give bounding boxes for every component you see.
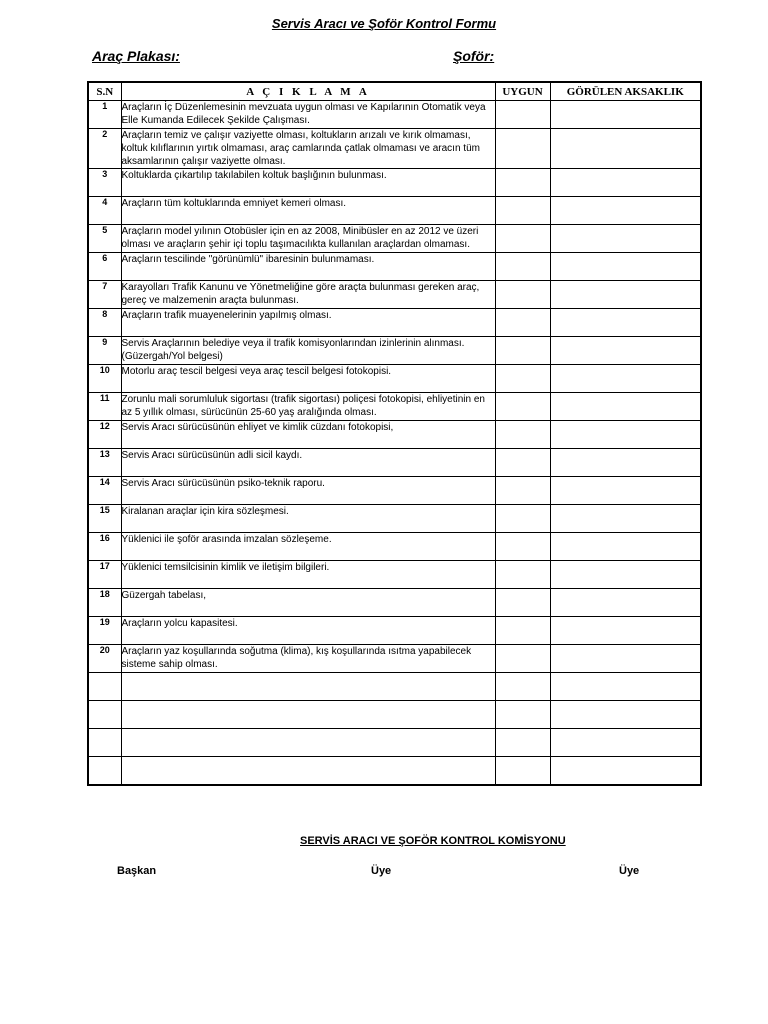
table-row (88, 645, 701, 673)
signature-member-2: Üye (619, 865, 640, 877)
row-description: Araçların trafik muayenelerinin yapılmış olması. (121, 309, 495, 337)
deficiency-cell[interactable] (550, 225, 701, 253)
deficiency-cell[interactable] (550, 365, 701, 393)
row-description: Motorlu araç tescil belgesi veya araç tescil belgesi fotokopisi. (121, 365, 495, 393)
column-header-observed-deficiency: GÖRÜLEN AKSAKLIK (550, 82, 701, 101)
row-description (121, 729, 495, 757)
deficiency-cell[interactable] (550, 393, 701, 421)
row-number: 19 (88, 617, 121, 645)
suitable-cell[interactable] (495, 449, 550, 477)
row-number (88, 757, 121, 786)
table-row (88, 197, 701, 225)
committee-title: SERVİS ARACI VE ŞOFÖR KONTROL KOMİSYONU (300, 835, 566, 847)
suitable-cell[interactable] (495, 645, 550, 673)
table-row (88, 729, 701, 757)
suitable-cell[interactable] (495, 393, 550, 421)
driver-label: Şoför: (453, 48, 495, 64)
row-description: Araçların tüm koltuklarında emniyet kemeri olması. (121, 197, 495, 225)
suitable-cell[interactable] (495, 309, 550, 337)
row-description: Karayolları Trafik Kanunu ve Yönetmeliğine göre araçta bulunması gereken araç, gereç ve malzemenin araçta bulunması. (121, 281, 495, 309)
form-title: Servis Aracı ve Şoför Kontrol Formu (271, 16, 497, 31)
inspection-table (87, 81, 702, 786)
suitable-cell[interactable] (495, 729, 550, 757)
deficiency-cell[interactable] (550, 533, 701, 561)
row-number: 11 (88, 393, 121, 421)
row-number: 1 (88, 101, 121, 129)
row-number: 2 (88, 129, 121, 169)
row-number: 9 (88, 337, 121, 365)
row-number: 20 (88, 645, 121, 673)
row-number: 15 (88, 505, 121, 533)
signature-member-1: Üye (371, 865, 392, 877)
suitable-cell[interactable] (495, 129, 550, 169)
table-row (88, 757, 701, 786)
row-description: Araçların tescilinde "görünümlü" ibaresinin bulunmaması. (121, 253, 495, 281)
table-row (88, 701, 701, 729)
deficiency-cell[interactable] (550, 617, 701, 645)
deficiency-cell[interactable] (550, 449, 701, 477)
row-number: 17 (88, 561, 121, 589)
table-header-row (88, 82, 701, 101)
row-description: Servis Aracı sürücüsünün ehliyet ve kimlik cüzdanı fotokopisi, (121, 421, 495, 449)
table-row (88, 505, 701, 533)
plate-label: Araç Plakası: (92, 48, 180, 64)
row-description: Araçların yaz koşullarında soğutma (klima), kış koşullarında ısıtma yapabilecek sisteme sahip olması. (121, 645, 495, 673)
row-description (121, 701, 495, 729)
table-row (88, 253, 701, 281)
column-header-sn: S.N (88, 82, 121, 101)
deficiency-cell[interactable] (550, 309, 701, 337)
suitable-cell[interactable] (495, 533, 550, 561)
table-row (88, 617, 701, 645)
row-number: 16 (88, 533, 121, 561)
suitable-cell[interactable] (495, 101, 550, 129)
suitable-cell[interactable] (495, 701, 550, 729)
row-number (88, 729, 121, 757)
row-description: Araçların yolcu kapasitesi. (121, 617, 495, 645)
suitable-cell[interactable] (495, 673, 550, 701)
suitable-cell[interactable] (495, 169, 550, 197)
suitable-cell[interactable] (495, 617, 550, 645)
column-header-description: A Ç I K L A M A (121, 82, 495, 101)
row-number: 8 (88, 309, 121, 337)
row-number: 18 (88, 589, 121, 617)
row-number (88, 673, 121, 701)
column-header-suitable: UYGUN (495, 82, 550, 101)
table-row (88, 225, 701, 253)
table-row (88, 477, 701, 505)
row-description: Araçların temiz ve çalışır vaziyette olması, koltukların arızalı ve kırık olmaması, koltuk kılıflarının yırtık olmaması, araç camlarında çatlak olmaması ve aracın tüm aksamlarının çalışır vaziyette olması. (121, 129, 495, 169)
table-row (88, 393, 701, 421)
suitable-cell[interactable] (495, 281, 550, 309)
row-number: 14 (88, 477, 121, 505)
table-row (88, 129, 701, 169)
table-row (88, 589, 701, 617)
row-description: Koltuklarda çıkartılıp takılabilen koltuk başlığının bulunması. (121, 169, 495, 197)
deficiency-cell[interactable] (550, 645, 701, 673)
table-row (88, 449, 701, 477)
row-description: Yüklenici ile şoför arasında imzalan sözleşeme. (121, 533, 495, 561)
row-description: Servis Aracı sürücüsünün adli sicil kaydı. (121, 449, 495, 477)
row-number: 4 (88, 197, 121, 225)
table-row (88, 421, 701, 449)
suitable-cell[interactable] (495, 757, 550, 786)
deficiency-cell[interactable] (550, 505, 701, 533)
table-row (88, 561, 701, 589)
deficiency-cell[interactable] (550, 253, 701, 281)
suitable-cell[interactable] (495, 477, 550, 505)
table-row (88, 309, 701, 337)
suitable-cell[interactable] (495, 197, 550, 225)
row-number: 3 (88, 169, 121, 197)
suitable-cell[interactable] (495, 365, 550, 393)
row-number: 10 (88, 365, 121, 393)
deficiency-cell[interactable] (550, 561, 701, 589)
deficiency-cell[interactable] (550, 701, 701, 729)
row-description (121, 757, 495, 786)
row-number: 5 (88, 225, 121, 253)
row-number (88, 701, 121, 729)
row-description: Servis Araçlarının belediye veya il trafik komisyonlarından izinlerinin alınması.(Güzergah/Yol belgesi) (121, 337, 495, 365)
table-row (88, 365, 701, 393)
suitable-cell[interactable] (495, 225, 550, 253)
suitable-cell[interactable] (495, 589, 550, 617)
suitable-cell[interactable] (495, 253, 550, 281)
row-number: 12 (88, 421, 121, 449)
deficiency-cell[interactable] (550, 477, 701, 505)
deficiency-cell[interactable] (550, 421, 701, 449)
row-number: 13 (88, 449, 121, 477)
deficiency-cell[interactable] (550, 589, 701, 617)
row-description: Yüklenici temsilcisinin kimlik ve iletişim bilgileri. (121, 561, 495, 589)
deficiency-cell[interactable] (550, 197, 701, 225)
row-description: Servis Aracı sürücüsünün psiko-teknik raporu. (121, 477, 495, 505)
suitable-cell[interactable] (495, 337, 550, 365)
table-row (88, 673, 701, 701)
suitable-cell[interactable] (495, 561, 550, 589)
row-description: Kiralanan araçlar için kira sözleşmesi. (121, 505, 495, 533)
row-description: Zorunlu mali sorumluluk sigortası (trafik sigortası) poliçesi fotokopisi, ehliyetinin en az 5 yıllık olması, sürücünün 25-60 yaş aralığında olması. (121, 393, 495, 421)
row-description: Araçların İç Düzenlemesinin mevzuata uygun olması ve Kapılarının Otomatik veya Elle Kumanda Edilecek Şekilde Çalışması. (121, 101, 495, 129)
table-row (88, 281, 701, 309)
deficiency-cell[interactable] (550, 673, 701, 701)
suitable-cell[interactable] (495, 421, 550, 449)
deficiency-cell[interactable] (550, 337, 701, 365)
deficiency-cell[interactable] (550, 129, 701, 169)
deficiency-cell[interactable] (550, 101, 701, 129)
row-number: 7 (88, 281, 121, 309)
deficiency-cell[interactable] (550, 169, 701, 197)
deficiency-cell[interactable] (550, 757, 701, 786)
row-description: Araçların model yılının Otobüsler için en az 2008, Minibüsler en az 2012 ve üzeri olması ve araçların şehir içi toplu taşımacılıkta kullanılan araçlardan olmaması. (121, 225, 495, 253)
row-number: 6 (88, 253, 121, 281)
row-description: Güzergah tabelası, (121, 589, 495, 617)
table-row (88, 533, 701, 561)
table-row (88, 169, 701, 197)
deficiency-cell[interactable] (550, 281, 701, 309)
signature-president: Başkan (117, 865, 157, 877)
table-row (88, 101, 701, 129)
deficiency-cell[interactable] (550, 729, 701, 757)
row-description (121, 673, 495, 701)
table-row (88, 337, 701, 365)
suitable-cell[interactable] (495, 505, 550, 533)
